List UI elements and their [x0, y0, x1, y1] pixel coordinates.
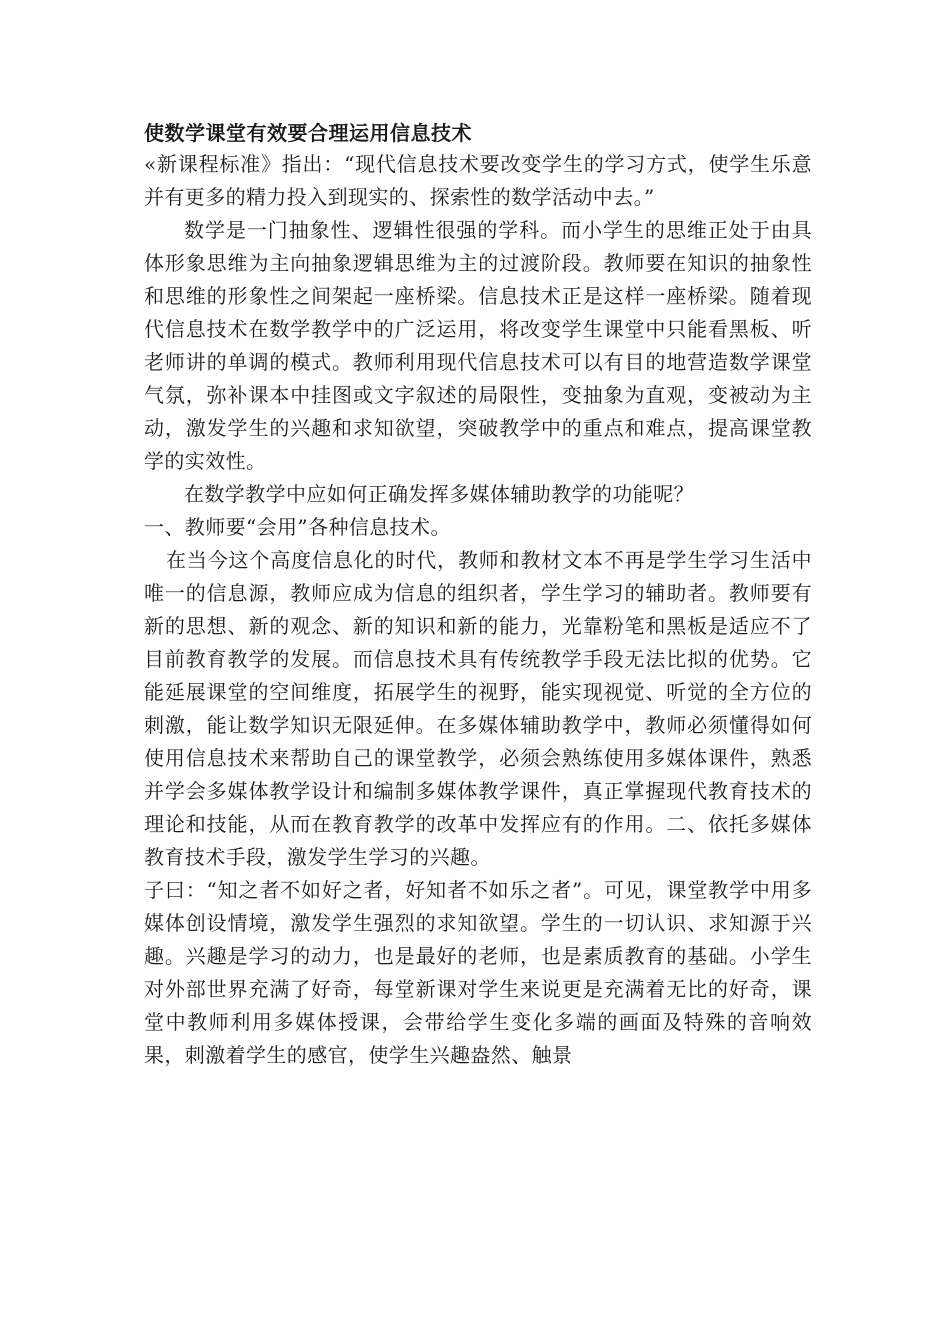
paragraph-math-abstract: 数学是一门抽象性、逻辑性很强的学科。而小学生的思维正处于由具体形象思维为主向抽象逻辑思维为主的过渡阶段。教师要在知识的抽象性和思维的形象性之间架起一座桥梁。信息技术正是这样一座桥梁。随着现代信息技术在数学教学中的广泛运用，将改变学生课堂中只能看黑板、听老师讲的单调的模式。教师利用现代信息技术可以有目的地营造数学课堂气氛，弥补课本中挂图或文字叙述的局限性，变抽象为直观，变被动为主动，激发学生的兴趣和求知欲望，突破教学中的重点和难点，提高课堂教学的实效性。 [144, 218, 812, 473]
paragraph-question: 在数学教学中应如何正确发挥多媒体辅助教学的功能呢？ [184, 482, 694, 506]
section-heading-1: 一、教师要“会用”各种信息技术。 [144, 515, 451, 539]
document-page [144, 118, 812, 1072]
paragraph-curriculum-quote: «新课程标准》指出：“现代信息技术要改变学生的学习方式，使学生乐意并有更多的精力投入到现实的、探索性的数学活动中去。” [144, 152, 812, 209]
paragraph-information-age: 在当今这个高度信息化的时代，教师和教材文本不再是学生学习生活中唯一的信息源，教师应成为信息的组织者，学生学习的辅助者。教师要有新的思想、新的观念、新的知识和新的能力，光靠粉笔和黑板是适应不了目前教育教学的发展。而信息技术具有传统教学手段无法比拟的优势。它能延展课堂的空间维度，拓展学生的视野，能实现视觉、听觉的全方位的刺激，能让数学知识无限延伸。在多媒体辅助教学中，教师必须懂得如何使用信息技术来帮助自己的课堂教学，必须会熟练使用多媒体课件，熟悉并学会多媒体教学设计和编制多媒体教学课件，真正掌握现代教育技术的理论和技能，从而在教育教学的改革中发挥应有的作用。二、依托多媒体教育技术手段，激发学生学习的兴趣。 [144, 548, 812, 869]
paragraph-confucius: 子曰：“知之者不如好之者，好知者不如乐之者”。可见，课堂教学中用多媒体创设情境，激发学生强烈的求知欲望。学生的一切认识、求知源于兴趣。兴趣是学习的动力，也是最好的老师，也是素质教育的基础。小学生对外部世界充满了好奇，每堂新课对学生来说更是充满着无比的好奇，课堂中教师利用多媒体授课，会带给学生变化多端的画面及特殊的音响效果，刺激着学生的感官，使学生兴趣盎然、触景 [144, 878, 812, 1067]
document-title: 使数学课堂有效要合理运用信息技术 [144, 121, 472, 145]
